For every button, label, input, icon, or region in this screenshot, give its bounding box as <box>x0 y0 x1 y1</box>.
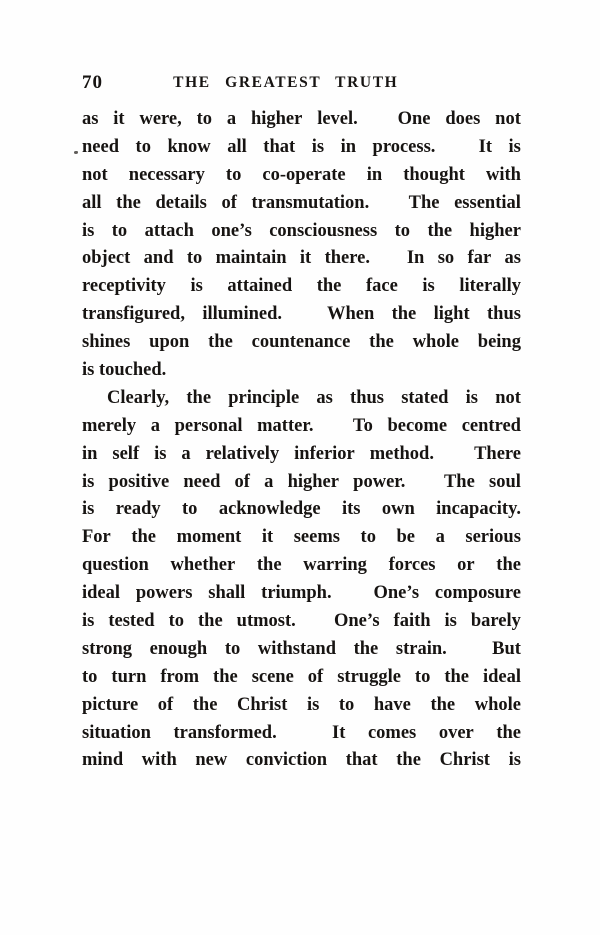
page-body <box>82 106 521 775</box>
ink-speck-artifact <box>74 151 78 154</box>
text-line: situation transformed. It comes over the <box>82 722 521 743</box>
text-line: For the moment it seems to be a serious <box>82 527 521 548</box>
text-line: merely a personal matter. To become centred <box>82 415 521 436</box>
text-line: object and to maintain it there. In so far as <box>82 248 521 269</box>
text-line: is positive need of a higher power. The soul <box>82 471 521 492</box>
text-line: receptivity is attained the face is literally <box>82 276 521 297</box>
text-line: picture of the Christ is to have the whole <box>82 694 521 715</box>
text-line: is ready to acknowledge its own incapacity. <box>82 499 521 520</box>
running-title: THE GREATEST TRUTH <box>173 74 399 91</box>
page-header <box>82 72 521 94</box>
text-line: in self is a relatively inferior method. There <box>82 443 521 464</box>
text-line: ideal powers shall triumph. One’s composure <box>82 583 521 604</box>
text-line: to turn from the scene of struggle to the ideal <box>82 666 521 687</box>
text-line: need to know all that is in process. It is <box>82 136 521 157</box>
text-line: question whether the warring forces or the <box>82 555 521 576</box>
text-line: is tested to the utmost. One’s faith is barely <box>82 611 521 632</box>
text-line: transfigured, illumined. When the light thus <box>82 304 521 325</box>
text-line: mind with new conviction that the Christ is <box>82 750 521 771</box>
text-line: is to attach one’s consciousness to the higher <box>82 220 521 241</box>
text-line: shines upon the countenance the whole being <box>82 332 521 353</box>
page-number: 70 <box>82 72 103 93</box>
text-line: not necessary to co-operate in thought with <box>82 164 521 185</box>
text-line: all the details of transmutation. The essential <box>82 192 521 213</box>
text-line: as it were, to a higher level. One does not <box>82 109 521 129</box>
text-line: Clearly, the principle as thus stated is not <box>107 387 521 408</box>
text-line: is touched. <box>82 360 167 381</box>
text-line: strong enough to withstand the strain. But <box>82 638 521 659</box>
